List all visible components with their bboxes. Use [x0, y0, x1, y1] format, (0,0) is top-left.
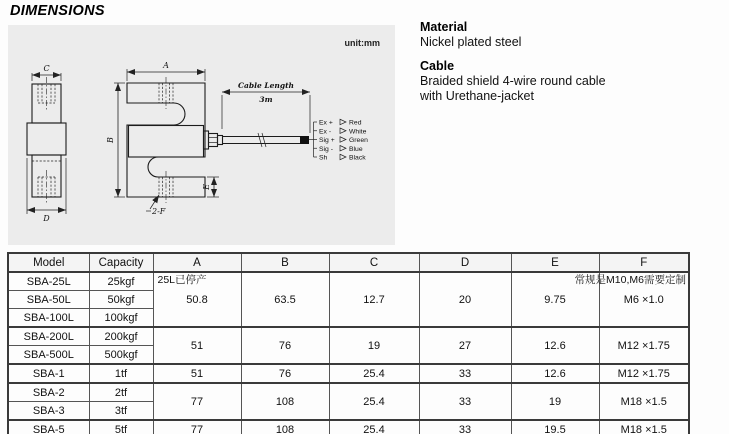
thread-callout-label: 2-F [152, 207, 166, 216]
cell-capacity: 100kgf [89, 309, 153, 328]
wiring-legend [309, 119, 368, 161]
cable-value-line1: Braided shield 4-wire round cable [420, 74, 606, 88]
cell-b-group-small: 63.5 [241, 272, 329, 327]
page-title: DIMENSIONS [10, 3, 105, 19]
cell-f-group-small [574, 272, 689, 327]
header-c: C [329, 253, 419, 272]
cable-length-value: 3m [259, 95, 273, 104]
cell-d-group-ton: 33 [419, 383, 511, 420]
wire-signal-shield: Sh [319, 154, 328, 162]
header-e: E [511, 253, 599, 272]
side-view-drawing [27, 64, 66, 223]
cell-model: SBA-5 [8, 420, 89, 434]
discontinued-note: 25L已停产 [157, 274, 207, 286]
cell-model: SBA-1 [8, 364, 89, 383]
cell-c-group-mid: 19 [329, 327, 419, 364]
cell-a-group-small [153, 272, 241, 327]
cell-capacity: 1tf [89, 364, 153, 383]
cable-value-line2: with Urethane-jacket [420, 89, 534, 103]
wire-signal-sig-minus: Sig - [319, 145, 333, 153]
cell-e-group-mid: 12.6 [511, 327, 599, 364]
front-view-drawing [106, 61, 219, 216]
header-capacity: Capacity [89, 253, 153, 272]
table-row-sba-1 [8, 364, 689, 383]
cable-assembly-drawing [204, 81, 311, 149]
wire-color-green: Green [349, 137, 368, 144]
cell-capacity: 2tf [89, 383, 153, 402]
unit-label: unit:mm [344, 38, 380, 48]
cell-b-group-ton: 108 [241, 383, 329, 420]
header-a: A [153, 253, 241, 272]
cell-capacity: 3tf [89, 402, 153, 421]
cell-capacity: 200kgf [89, 327, 153, 346]
material-heading: Material [420, 20, 468, 34]
cell-c-group-ton: 25.4 [329, 383, 419, 420]
cell-c: 25.4 [329, 364, 419, 383]
cell-capacity: 500kgf [89, 346, 153, 365]
wire-color-white: White [349, 128, 367, 136]
cell-b: 108 [241, 420, 329, 434]
cell-model: SBA-3 [8, 402, 89, 421]
cable-length-label: Cable Length [238, 81, 294, 90]
cell-e-group-small: 9.75 [511, 272, 599, 327]
cell-model: SBA-100L [8, 309, 89, 328]
cell-e: 19.5 [511, 420, 599, 434]
cell-d-group-mid: 27 [419, 327, 511, 364]
cell-f: M12 ×1.75 [599, 364, 689, 383]
cell-model: SBA-500L [8, 346, 89, 365]
cell-c-group-small: 12.7 [329, 272, 419, 327]
table-row-sba-2 [8, 383, 689, 402]
header-d: D [419, 253, 511, 272]
table-row-sba-5 [8, 420, 689, 434]
dimensions-table [7, 252, 690, 434]
header-model: Model [8, 253, 89, 272]
triangle-icon [340, 154, 346, 160]
header-f: F [599, 253, 689, 272]
thread-custom-note: 常规是M10,M6需要定制 [574, 274, 686, 286]
value-a: 50.8 [186, 293, 208, 306]
wire-color-red: Red [349, 119, 362, 127]
wire-signal-ex-plus: Ex + [319, 119, 333, 127]
dim-d-label: D [43, 214, 50, 223]
triangle-icon [340, 128, 346, 134]
cell-d-group-small: 20 [419, 272, 511, 327]
cell-b: 76 [241, 364, 329, 383]
cell-model: SBA-2 [8, 383, 89, 402]
triangle-icon [340, 137, 346, 143]
cell-capacity: 25kgf [89, 272, 153, 291]
wire-signal-ex-minus: Ex - [319, 128, 332, 136]
wire-color-black: Black [349, 154, 366, 162]
cell-capacity: 50kgf [89, 291, 153, 309]
cell-d: 33 [419, 364, 511, 383]
specs-block [420, 20, 720, 104]
triangle-icon [340, 119, 346, 125]
cell-f-group-mid: M12 ×1.75 [599, 327, 689, 364]
cell-model: SBA-50L [8, 291, 89, 309]
cell-f: M18 ×1.5 [599, 420, 689, 434]
cell-d: 33 [419, 420, 511, 434]
cell-capacity: 5tf [89, 420, 153, 434]
wire-color-blue: Blue [349, 145, 363, 153]
header-b: B [241, 253, 329, 272]
dim-e-label: E [202, 184, 211, 190]
dim-b-label: B [106, 137, 115, 143]
table-header-row [8, 253, 689, 272]
wire-signal-sig-plus: Sig + [319, 137, 335, 144]
cell-c: 25.4 [329, 420, 419, 434]
cell-a: 51 [153, 364, 241, 383]
dim-a-label: A [163, 61, 169, 70]
cell-a-group-ton: 77 [153, 383, 241, 420]
dim-c-label: C [43, 64, 50, 73]
table-row-sba-25l [8, 272, 689, 291]
cell-f-group-ton: M18 ×1.5 [599, 383, 689, 420]
triangle-icon [340, 146, 346, 152]
cell-a-group-mid: 51 [153, 327, 241, 364]
cell-b-group-mid: 76 [241, 327, 329, 364]
cell-e-group-ton: 19 [511, 383, 599, 420]
dimensions-drawing [8, 25, 395, 245]
value-f: M6 ×1.0 [623, 293, 664, 306]
cell-model: SBA-25L [8, 272, 89, 291]
cell-a: 77 [153, 420, 241, 434]
cable-heading: Cable [420, 59, 455, 73]
cell-e: 12.6 [511, 364, 599, 383]
dimensions-diagram-panel [8, 25, 395, 245]
table-row-sba-200l [8, 327, 689, 346]
cell-model: SBA-200L [8, 327, 89, 346]
material-value: Nickel plated steel [420, 35, 522, 49]
